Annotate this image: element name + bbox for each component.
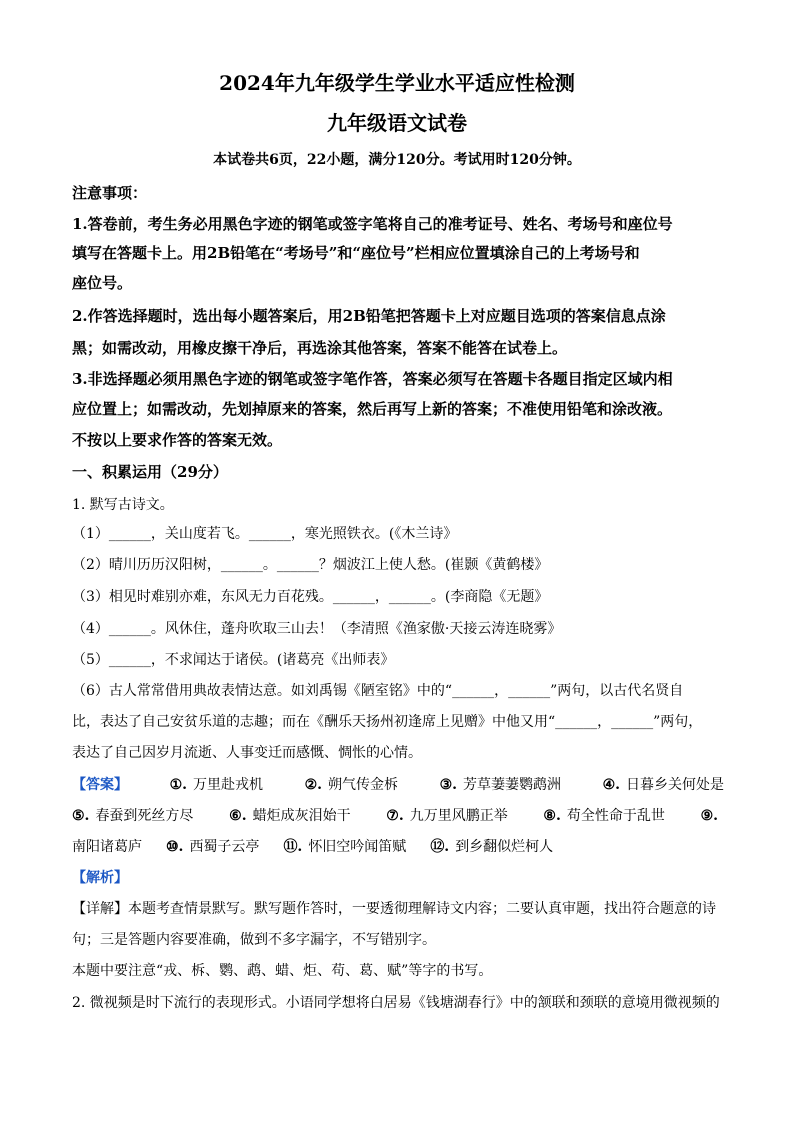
section-heading: 一、积累运用（29分） (72, 463, 228, 481)
answer-item: ⑨. (700, 808, 718, 824)
question-1-item: 表达了自己因岁月流逝、人事变迁而感慨、惆怅的心情。 (72, 745, 422, 761)
notice-line: 不按以上要求作答的答案无效。 (72, 431, 283, 449)
analysis-label: 【解析】 (72, 870, 128, 886)
answer-item: ⑧. 苟全性命于乱世 (543, 808, 665, 824)
notice-heading: 注意事项： (72, 184, 148, 202)
answer-item: ⑫. 到乡翻似烂柯人 (430, 839, 554, 855)
notice-line: 座位号。 (72, 274, 133, 292)
exam-title: 2024年九年级学生学业水平适应性检测 (219, 71, 575, 95)
question-1-item: （4）______。风休住，蓬舟吹取三山去！（李清照《渔家傲·天接云涛连晓雾》 (72, 621, 562, 637)
exam-info: 本试卷共6页，22小题，满分120分。考试用时120分钟。 (213, 152, 581, 168)
notice-line: 3.非选择题必须用黑色字迹的钢笔或签字笔作答，答案必须写在答题卡各题目指定区域内相 (72, 370, 673, 388)
answer-item: ②. 朔气传金柝 (304, 777, 398, 793)
notice-line: 2.作答选择题时，选出每小题答案后，用2B铅笔把答题卡上对应题目选项的答案信息点涂 (72, 307, 666, 325)
question-1-stem: 1. 默写古诗文。 (72, 497, 174, 513)
notice-line: 1.答卷前，考生务必用黑色字迹的钢笔或签字笔将自己的准考证号、姓名、考场号和座位号 (72, 215, 673, 233)
answer-item: ⑤. 春蚕到死丝方尽 (72, 808, 194, 824)
question-1-item: （5）______，不求闻达于诸侯。(诸葛亮《出师表》 (72, 652, 395, 668)
answer-label: 【答案】 (72, 777, 128, 793)
answer-item: ⑦. 九万里风鹏正举 (386, 808, 508, 824)
exam-subtitle: 九年级语文试卷 (327, 111, 467, 135)
question-2-stem: 2. 微视频是时下流行的表现形式。小语同学想将白居易《钱塘湖春行》中的颔联和颈联的意境用微视频的 (72, 995, 720, 1011)
notice-line: 应位置上；如需改动，先划掉原来的答案，然后再写上新的答案；不准使用铅笔和涂改液。 (72, 400, 673, 418)
notice-line: 填写在答题卡上。用2B铅笔在“考场号”和“座位号”栏相应位置填涂自己的上考场号和 (72, 244, 640, 262)
answer-item: ⑪. 怀旧空吟闻笛赋 (283, 839, 407, 855)
answer-item: ④. 日暮乡关何处是 (602, 777, 724, 793)
analysis-line: 本题中要注意“戎、柝、鹦、鹉、蜡、炬、苟、葛、赋”等字的书写。 (72, 963, 493, 979)
question-1-item: （3）相见时难别亦难，东风无力百花残。______，______。(李商隐《无题》 (72, 589, 549, 605)
answer-item: ③. 芳草萋萋鹦鹉洲 (439, 777, 561, 793)
analysis-line: 【详解】本题考查情景默写。默写题作答时，一要透彻理解诗文内容；二要认真审题，找出符合题意的诗 (72, 901, 716, 917)
answer-item: 南阳诸葛庐 (72, 839, 142, 855)
question-1-item: （6）古人常常借用典故表情达意。如刘禹锡《陋室铭》中的“______，______”两句，以古代名贤自 (72, 683, 684, 699)
answer-item: ⑩. 西蜀子云亭 (166, 839, 260, 855)
answer-item: ⑥. 蜡炬成灰泪始干 (229, 808, 351, 824)
answer-row (72, 806, 724, 826)
analysis-line: 句；三是答题内容要准确，做到不多字漏字，不写错别字。 (72, 932, 436, 948)
answer-row (72, 775, 724, 795)
answer-item: ①. 万里赴戎机 (169, 777, 263, 793)
question-1-item: 比，表达了自己安贫乐道的志趣；而在《酬乐天扬州初逢席上见赠》中他又用“______，______”两句， (72, 714, 703, 730)
question-1-item: （1）______，关山度若飞。______，寒光照铁衣。(《木兰诗》 (72, 526, 458, 542)
notice-line: 黑；如需改动，用橡皮擦干净后，再选涂其他答案，答案不能答在试卷上。 (72, 339, 568, 357)
question-1-item: （2）晴川历历汉阳树，______。______？烟波江上使人愁。(崔颢《黄鹤楼》 (72, 557, 549, 573)
answer-row (72, 837, 724, 857)
